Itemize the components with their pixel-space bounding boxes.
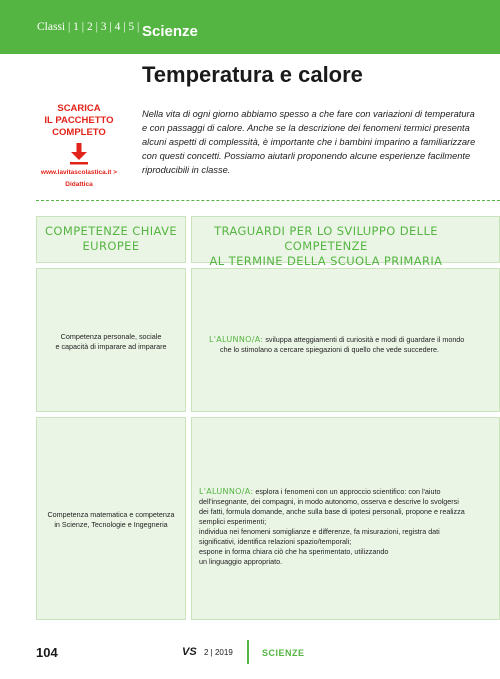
footer-divider	[247, 640, 249, 664]
download-url-section[interactable]: Didattica	[65, 181, 93, 188]
row2-competenza	[36, 510, 186, 530]
header-traguardi	[191, 224, 461, 269]
issue-label: 2 | 2019	[204, 648, 233, 657]
vs-logo: VS	[182, 646, 197, 658]
row2-line7: espone in forma chiara ciò che ha sperimentato, utilizzando	[199, 547, 389, 556]
intro-paragraph: Nella vita di ogni giorno abbiamo spesso a che fare con variazioni di temperatura e con passaggi di calore. Anche se la descrizione dei fenomeni termici presenta alcuni aspetti di complessità, è importante che i bambini imparino a familiarizzare con questi concetti. Possiamo aiutarli proponendo alcune esperienze facilmente riproducibili in classe.	[142, 109, 476, 175]
header-competenze-line1: COMPETENZE CHIAVE	[44, 224, 178, 238]
download-label-2: IL PACCHETTO	[44, 115, 114, 126]
row2-line5: individua nei fenomeni somiglianze e differenze, fa misurazioni, registra dati	[199, 527, 440, 536]
row2-line4: semplici esperimenti;	[199, 517, 267, 526]
header-traguardi-line1: TRAGUARDI PER LO SVILUPPO DELLE COMPETENZE	[214, 224, 438, 253]
row1-competenza-line2: e capacità di imparare ad imparare	[55, 342, 167, 351]
row2-line1: esplora i fenomeni con un approccio scientifico: con l'aiuto	[253, 487, 441, 496]
download-label-1: SCARICA	[57, 103, 101, 114]
header-traguardi-line2: AL TERMINE DELLA SCUOLA PRIMARIA	[209, 254, 443, 268]
row2-line6: significativi, identifica relazioni spazio/temporali;	[199, 537, 352, 546]
download-package-link[interactable]	[32, 103, 126, 189]
download-arrow-icon[interactable]	[69, 143, 89, 165]
row2-lead: L'ALUNNO/A:	[199, 487, 254, 496]
row1-competenza-line1: Competenza personale, sociale	[60, 332, 162, 341]
row2-line2: dell'insegnante, dei compagni, in modo autonomo, osserva e descrive lo svolgersi	[199, 497, 459, 506]
page-number: 104	[36, 645, 58, 660]
row2-line3: dei fatti, formula domande, anche sulla base di ipotesi personali, propone e realizza	[199, 507, 465, 516]
header-bar	[0, 0, 500, 54]
row2-competenza-line2: in Scienze, Tecnologie e Ingegneria	[54, 520, 168, 529]
classi-label: Classi | 1 | 2 | 3 | 4 | 5 |	[37, 21, 140, 33]
row1-traguardo	[209, 335, 494, 355]
row1-competenza	[36, 332, 186, 352]
row1-line2: che lo stimolano a cercare spiegazioni di quello che vede succedere.	[220, 345, 439, 354]
row1-line1: sviluppa atteggiamenti di curiosità e modi di guardare il mondo	[263, 335, 465, 344]
row2-line8: un linguaggio appropriato.	[199, 557, 283, 566]
download-url[interactable]: www.lavitascolastica.it >	[40, 169, 118, 176]
row1-lead: L'ALUNNO/A:	[209, 335, 264, 344]
section-divider	[36, 200, 500, 201]
header-competenze-line2: EUROPEE	[82, 239, 140, 253]
header-competenze	[36, 224, 186, 254]
footer-subject: SCIENZE	[262, 648, 305, 658]
page-title: Temperatura e calore	[142, 62, 363, 87]
row2-traguardo	[199, 487, 494, 567]
subject-label: Scienze	[142, 23, 198, 40]
row2-competenza-line1: Competenza matematica e competenza	[47, 510, 175, 519]
download-label-3: COMPLETO	[52, 127, 106, 138]
